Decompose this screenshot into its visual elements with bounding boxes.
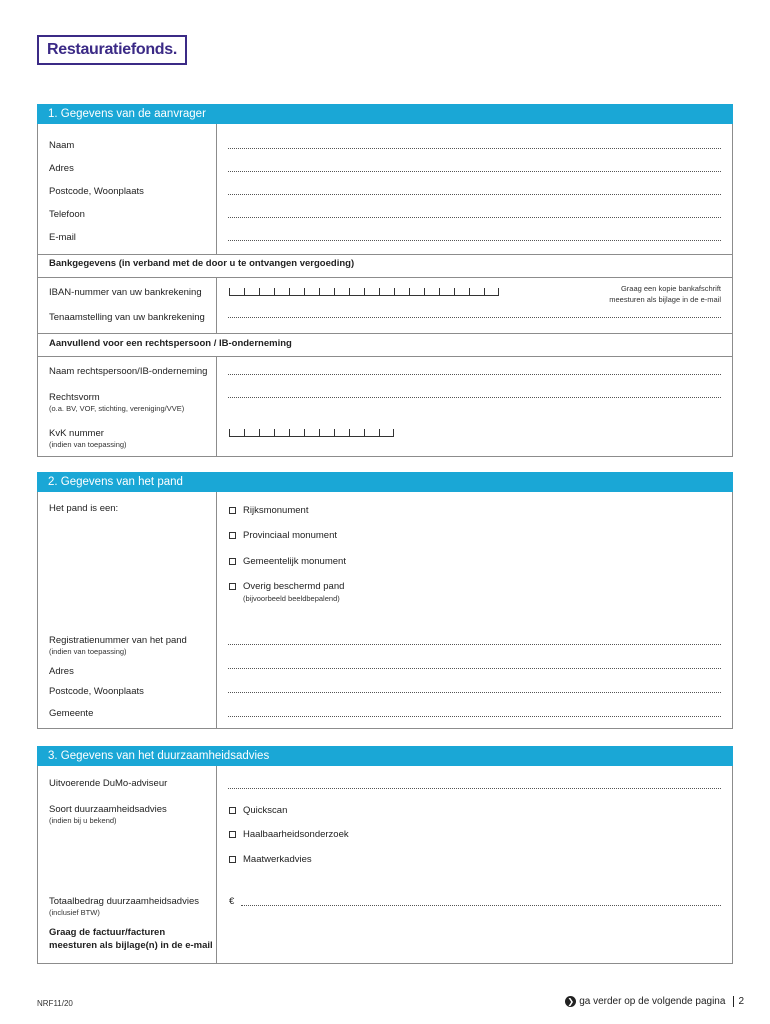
company-heading: Aanvullend voor een rechtspersoon / IB-onderneming: [49, 338, 292, 349]
postcode-field[interactable]: [228, 194, 721, 195]
adres-field[interactable]: [228, 171, 721, 172]
label-company-name: Naam rechtspersoon/IB-onderneming: [49, 366, 208, 377]
page-number: 2: [733, 996, 744, 1007]
option-maatwerkadvies[interactable]: Maatwerkadvies: [229, 854, 312, 865]
checkbox-icon[interactable]: [229, 856, 236, 863]
label-tenaamstelling: Tenaamstelling van uw bankrekening: [49, 312, 205, 323]
iban-field[interactable]: [229, 288, 499, 296]
label-totaalbedrag: Totaalbedrag duurzaamheidsadvies: [49, 896, 199, 907]
section-applicant: [37, 104, 733, 457]
euro-sign: €: [229, 896, 235, 907]
gemeente-field[interactable]: [228, 716, 721, 717]
registratienummer-field[interactable]: [228, 644, 721, 645]
factuur-note-line1: Graag de factuur/facturen: [49, 927, 166, 938]
section-sustainability-advice: [37, 746, 733, 964]
label-gemeente: Gemeente: [49, 708, 94, 719]
kvk-hint: (indien van toepassing): [49, 440, 127, 449]
option-gemeentelijk[interactable]: Gemeentelijk monument: [229, 556, 346, 567]
label-kvk: KvK nummer: [49, 428, 104, 439]
iban-note: Graag een kopie bankafschrift meesturen als bijlage in de e-mail: [609, 284, 721, 304]
company-name-field[interactable]: [228, 374, 721, 375]
email-field[interactable]: [228, 240, 721, 241]
section-2-title: 2. Gegevens van het pand: [37, 472, 733, 492]
pand-postcode-field[interactable]: [228, 692, 721, 693]
label-adviseur: Uitvoerende DuMo-adviseur: [49, 778, 168, 789]
label-adres: Adres: [49, 163, 74, 174]
rechtsvorm-field[interactable]: [228, 397, 721, 398]
section-property: [37, 472, 733, 729]
option-overig[interactable]: Overig beschermd pand: [229, 581, 344, 592]
label-naam: Naam: [49, 140, 75, 151]
checkbox-icon[interactable]: [229, 532, 236, 539]
section-3-title: 3. Gegevens van het duurzaamheidsadvies: [37, 746, 733, 766]
label-registratienummer: Registratienummer van het pand: [49, 635, 187, 646]
next-page-text: ga verder op de volgende pagina: [579, 996, 726, 1007]
label-email: E-mail: [49, 232, 76, 243]
section-1-title: 1. Gegevens van de aanvrager: [37, 104, 733, 124]
checkbox-icon[interactable]: [229, 558, 236, 565]
label-pand-adres: Adres: [49, 666, 74, 677]
option-rijksmonument[interactable]: Rijksmonument: [229, 505, 308, 516]
label-iban: IBAN-nummer van uw bankrekening: [49, 287, 202, 298]
option-quickscan[interactable]: Quickscan: [229, 805, 287, 816]
checkbox-icon[interactable]: [229, 507, 236, 514]
form-code: NRF11/20: [37, 999, 73, 1008]
tenaamstelling-field[interactable]: [228, 317, 721, 318]
checkbox-icon[interactable]: [229, 583, 236, 590]
rechtsvorm-hint: (o.a. BV, VOF, stichting, vereniging/VVE): [49, 404, 185, 413]
pand-adres-field[interactable]: [228, 668, 721, 669]
option-provinciaal[interactable]: Provinciaal monument: [229, 530, 337, 541]
restauratiefonds-logo: Restauratiefonds.: [37, 35, 187, 65]
soort-advies-hint: (indien bij u bekend): [49, 816, 117, 825]
chevron-right-icon: ❯: [565, 996, 576, 1007]
checkbox-icon[interactable]: [229, 807, 236, 814]
naam-field[interactable]: [228, 148, 721, 149]
telefoon-field[interactable]: [228, 217, 721, 218]
overig-hint: (bijvoorbeeld beeldbepalend): [243, 594, 340, 603]
totaalbedrag-hint: (inclusief BTW): [49, 908, 100, 917]
totaalbedrag-field[interactable]: [241, 905, 721, 906]
label-telefoon: Telefoon: [49, 209, 85, 220]
label-postcode: Postcode, Woonplaats: [49, 186, 144, 197]
next-page-hint: [565, 996, 744, 1007]
label-pand-postcode: Postcode, Woonplaats: [49, 686, 144, 697]
adviseur-field[interactable]: [228, 788, 721, 789]
label-soort-advies: Soort duurzaamheidsadvies: [49, 804, 167, 815]
label-rechtsvorm: Rechtsvorm: [49, 392, 100, 403]
checkbox-icon[interactable]: [229, 831, 236, 838]
bank-heading: Bankgegevens (in verband met de door u te ontvangen vergoeding): [49, 258, 355, 269]
label-pand: Het pand is een:: [49, 503, 119, 514]
option-haalbaarheidsonderzoek[interactable]: Haalbaarheidsonderzoek: [229, 829, 349, 840]
kvk-field[interactable]: [229, 429, 394, 437]
factuur-note-line2: meesturen als bijlage(n) in de e-mail: [49, 940, 213, 951]
registratienummer-hint: (indien van toepassing): [49, 647, 127, 656]
